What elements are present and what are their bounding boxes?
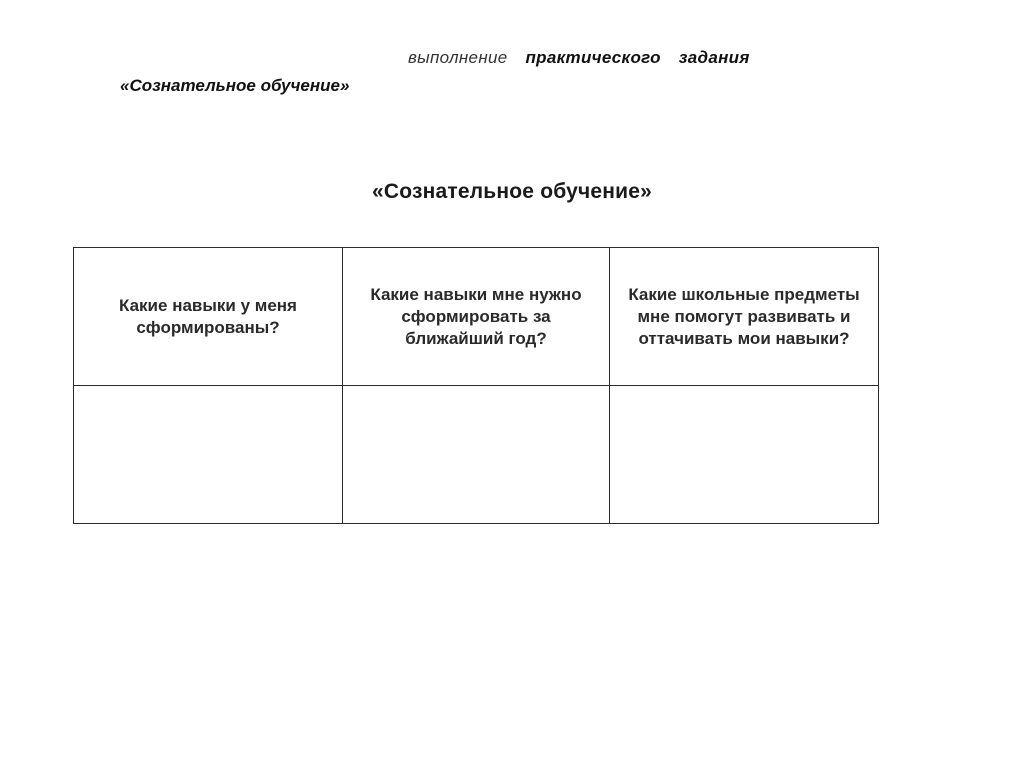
answer-cell-1[interactable]	[74, 386, 343, 524]
worksheet-table	[73, 247, 879, 524]
question-row	[74, 248, 879, 386]
answer-cell-2[interactable]	[343, 386, 610, 524]
header-line	[408, 48, 750, 68]
question-cell-2: Какие навыки мне нужно сформировать за ближайший год?	[343, 248, 610, 386]
header-subtitle: «Сознательное обучение»	[120, 76, 350, 95]
worksheet-title: «Сознательное обучение»	[371, 180, 653, 203]
header-word-practical: практического	[525, 48, 661, 67]
question-cell-3: Какие школьные предметы мне помогут развивать и оттачивать мои навыки?	[609, 248, 878, 386]
header-word-execution: выполнение	[408, 48, 508, 67]
answer-row	[74, 386, 879, 524]
header-word-task: задания	[678, 48, 750, 67]
question-cell-1: Какие навыки у меня сформированы?	[74, 248, 343, 386]
answer-cell-3[interactable]	[609, 386, 878, 524]
